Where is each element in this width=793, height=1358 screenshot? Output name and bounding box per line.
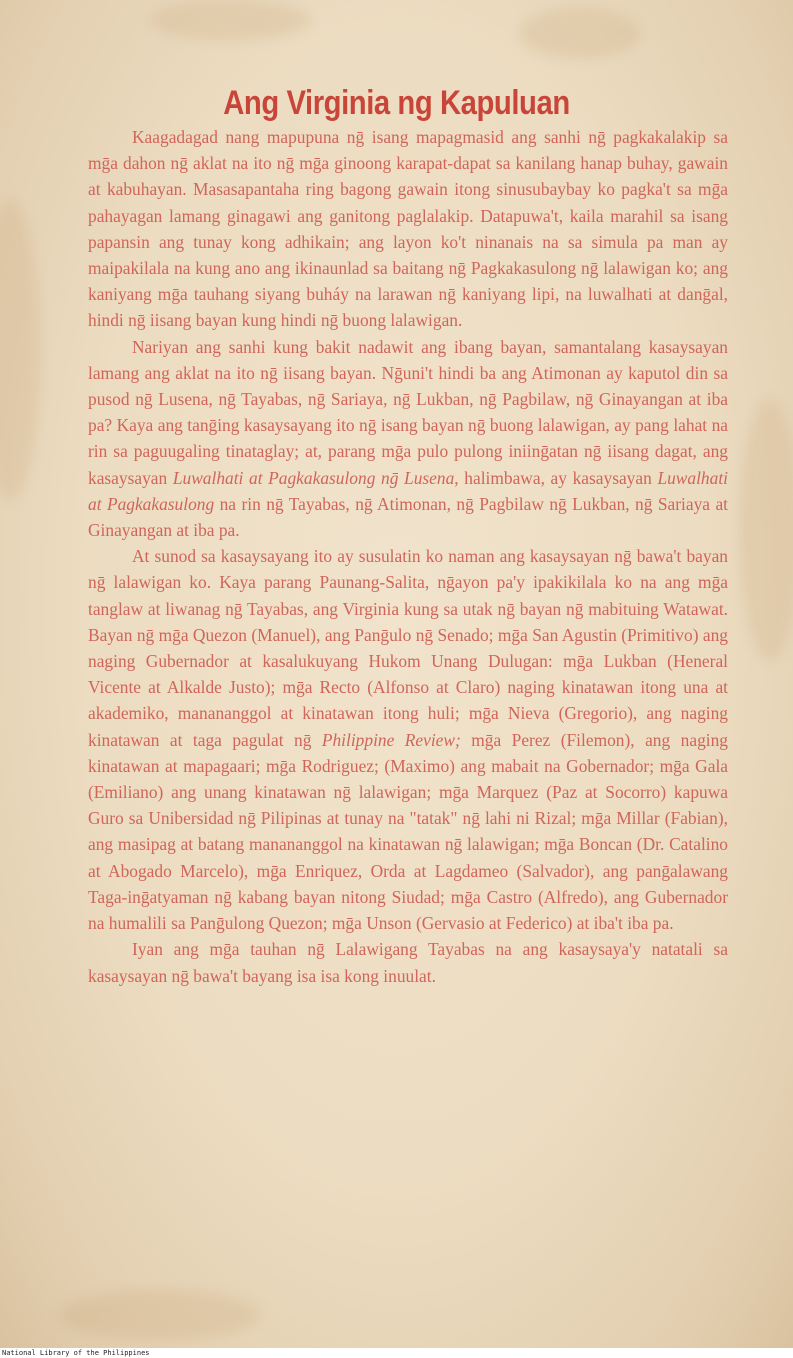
body-text [88, 124, 728, 989]
paper-stain [740, 400, 793, 660]
paragraph-1 [88, 124, 728, 334]
footer-bar [0, 1348, 793, 1358]
paper-stain [520, 8, 640, 58]
italic-title: Luwalhati at Pagkakasulong nḡ Lusena [172, 467, 455, 488]
italic-title: Philippine Review; [321, 729, 461, 750]
page-title: Ang Virginia ng Kapuluan [223, 84, 570, 122]
paragraph-text: , halimbawa, ay kasaysayan [454, 467, 658, 488]
paragraph-3 [88, 543, 728, 936]
paragraph-text: Kaagadagad nang mapupuna nḡ isang mapagmasid ang sanhi nḡ pagkakalakip sa mḡa dahon nḡ aklat na ito nḡ mḡa ginoong karapat-dapat sa kanilang hanap buhay, gawain at kabuhayan. Masasapantaha ring bagong gawain itong sinusubaybay ko pagka't sa mḡa pahayagan lamang ginagawi ang ganitong paglalakip. Datapuwa't, kaila marahil sa isang papansin ang tunay kong adhikain; ang layon ko't ninanais na sa simula pa man ay maipakilala na kung ano ang ikinaunlad sa baitang nḡ Pagkakasulong nḡ lalawigan ko; ang kaniyang mḡa tauhang siyang buháy na larawan nḡ kaniyang lipi, na luwalhati at danḡal, hindi nḡ iisang bayan kung hindi nḡ buong lalawigan. [88, 127, 728, 331]
paragraph-text: Nariyan ang sanhi kung bakit nadawit ang ibang bayan, samantalang kasaysayan lamang ang aklat na ito nḡ iisang bayan. Nḡuni't hindi ba ang Atimonan ay kaputol din sa pusod nḡ Lusena, nḡ Tayabas, nḡ Sariaya, nḡ Lukban, nḡ Pagbilaw, nḡ Ginayangan at iba pa? Kaya ang tanḡing kasaysayang ito nḡ isang bayan nḡ buong lalawigan, ay pang lahat na rin sa paguugaling tinataglay; at, parang mḡa pulo pulong iniinḡatan nḡ iisang dagat, ang kasaysayan [88, 336, 728, 488]
paragraph-4 [88, 936, 728, 988]
paragraph-2 [88, 334, 728, 544]
paragraph-text: mḡa Perez (Filemon), ang naging kinatawan at mapagaari; mḡa Rodriguez; (Maximo) ang mabait na Gobernador; mḡa Gala (Emiliano) ang unang kinatawan nḡ lalawigan; mḡa Marquez (Paz at Socorro) kapuwa Guro sa Unibersidad nḡ Pilipinas at tunay na "tatak" nḡ lahi ni Rizal; mḡa Millar (Fabian), ang masipag at batang manananggol na kinatawan nḡ lalawigan; mḡa Boncan (Dr. Catalino at Abogado Marcelo), mḡa Enriquez, Orda at Lagdameo (Salvador), ang panḡalawang Taga-inḡatyaman nḡ kabang bayan nitong Siudad; mḡa Castro (Alfredo), ang Gubernador na humalili sa Panḡulong Quezon; mḡa Unson (Gervasio at Federico) at iba't iba pa. [88, 729, 728, 934]
paragraph-text: na rin nḡ Tayabas, nḡ Atimonan, nḡ Pagbilaw nḡ Lukban, nḡ Sariaya at Ginayangan at iba pa. [88, 493, 728, 541]
italic-title: Luwalhati at Pagkakasulong [88, 467, 728, 514]
paragraph-text: Iyan ang mḡa tauhan nḡ Lalawigang Tayabas na ang kasaysaya'y natatali sa kasaysayan nḡ bawa't bayang isa isa kong inuulat. [88, 939, 728, 986]
paper-stain [60, 1290, 260, 1340]
library-credit: National Library of the Philippines [2, 1349, 150, 1357]
paper-stain [0, 200, 40, 500]
paper-stain [150, 0, 310, 40]
paragraph-text: At sunod sa kasaysayang ito ay susulatin ko naman ang kasaysayan nḡ bawa't bayan nḡ lalawigan ko. Kaya parang Paunang-Salita, nḡayon pa'y ipakikilala ko na ang mḡa tanglaw at liwanag nḡ Tayabas, ang Virginia kung sa utak nḡ bayan nḡ mabituing Watawat. Bayan nḡ mḡa Quezon (Manuel), ang Panḡulo nḡ Senado; mḡa San Agustin (Primitivo) ang naging Gubernador at kasalukuyang Hukom Unang Dulugan: mḡa Lukban (Heneral Vicente at Alkalde Justo); mḡa Recto (Alfonso at Claro) naging kinatawan itong una at akademiko, manananggol at kinatawan itong huli; mḡa Nieva (Gregorio), ang naging kinatawan at taga pagulat nḡ [88, 546, 728, 750]
